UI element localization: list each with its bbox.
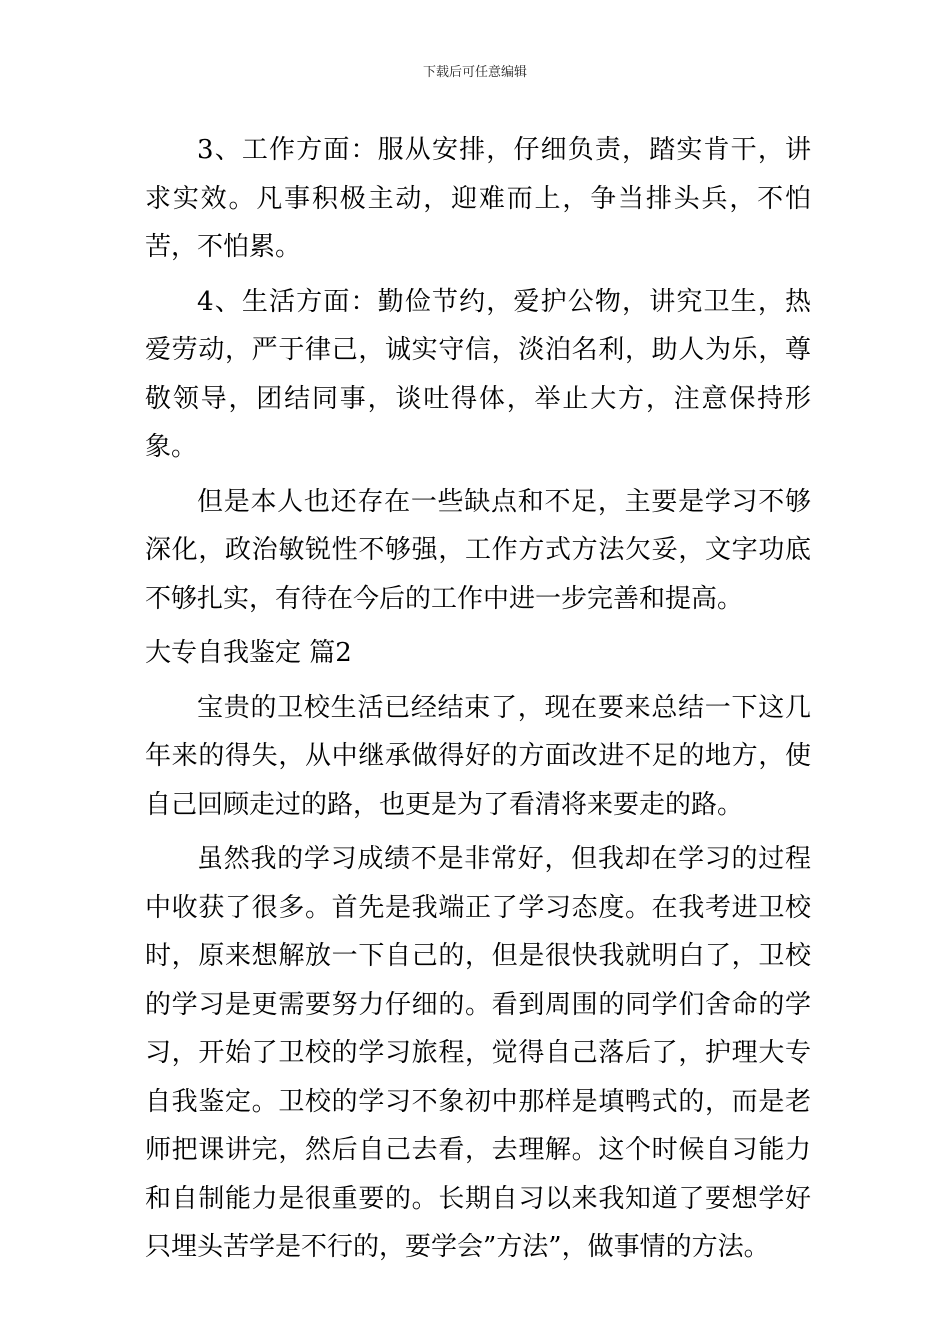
paragraph-work-aspect: 3、工作方面：服从安排，仔细负责，踏实肯干，讲求实效。凡事积极主动，迎难而上，争当排头兵，不怕苦，不怕累。	[145, 135, 811, 262]
paragraph-study: 虽然我的学习成绩不是非常好，但我却在学习的过程中收获了很多。首先是我端正了学习态度。在我考进卫校时，原来想解放一下自己的，但是很快我就明白了，卫校的学习是更需要努力仔细的。看到周围的同学们舍命的学习，开始了卫校的学习旅程，觉得自己落后了，护理大专自我鉴定。卫校的学习不象初中那样是填鸭式的，而是老师把课讲完，然后自己去看，去理解。这个时候自习能力和自制能力是很重要的。长期自习以来我知道了要想学好只埋头苦学是不行的，要学会”方法”，做事情的方法。	[145, 844, 811, 1262]
section-heading: 大专自我鉴定 篇2	[145, 638, 352, 668]
page-header-note: 下载后可任意编辑	[422, 65, 527, 80]
document-body	[145, 126, 811, 1278]
paragraph-shortcomings: 但是本人也还存在一些缺点和不足，主要是学习不够深化，政治敏锐性不够强，工作方式方法欠妥，文字功底不够扎实，有待在今后的工作中进一步完善和提高。	[145, 486, 811, 614]
paragraph-life-aspect: 4、生活方面：勤俭节约，爱护公物，讲究卫生，热爱劳动，严于律己，诚实守信，淡泊名利，助人为乐，尊敬领导，团结同事，谈吐得体，举止大方，注意保持形象。	[145, 286, 811, 462]
paragraph-intro: 宝贵的卫校生活已经结束了，现在要来总结一下这几年来的得失，从中继承做得好的方面改进不足的地方，使自己回顾走过的路，也更是为了看清将来要走的路。	[145, 692, 811, 820]
